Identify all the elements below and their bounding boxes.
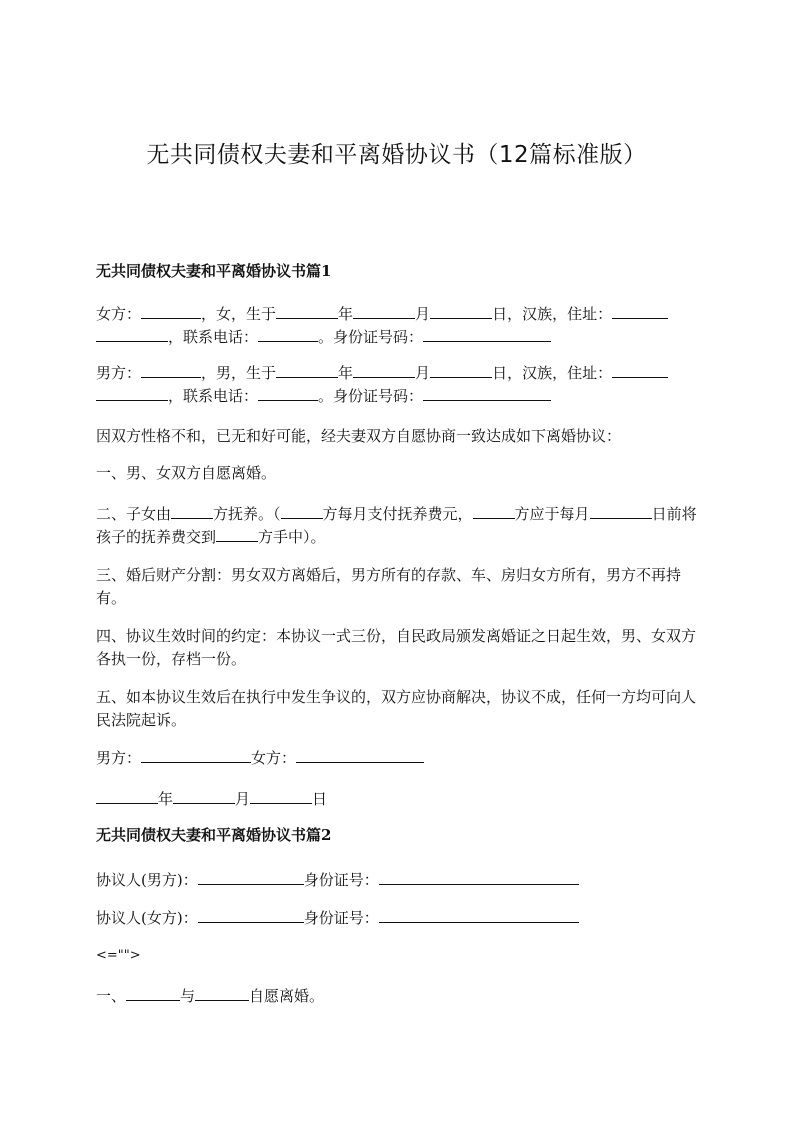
blank-line	[379, 908, 579, 923]
text-run: 协议人(女方)：	[96, 909, 198, 927]
blank-line	[473, 504, 515, 519]
stray-markup-text: <="">	[96, 948, 141, 963]
text-run: 身份证号：	[303, 909, 379, 927]
document-title: 无共同债权夫妻和平离婚协议书（12篇标准版）	[146, 142, 647, 168]
blank-line	[353, 363, 415, 378]
blank-line	[590, 504, 652, 519]
text-run: 一、	[96, 987, 127, 1005]
section-heading-2: 无共同债权夫妻和平离婚协议书篇2	[96, 826, 332, 844]
blank-line	[612, 363, 668, 378]
text-run: 身份证号：	[303, 871, 379, 889]
text-run: 与	[180, 987, 196, 1005]
text-run: 年	[338, 364, 354, 382]
wife-info-paragraph	[96, 303, 698, 349]
blank-line	[612, 304, 668, 319]
blank-line	[258, 327, 318, 342]
text-run: 日，汉族，住址：	[492, 364, 613, 382]
blank-line	[96, 386, 168, 401]
text-run: 方应于每月	[514, 505, 590, 523]
party-female-line	[96, 907, 698, 930]
blank-line	[423, 327, 551, 342]
clause-3: 三、婚后财产分割：男女双方离婚后，男方所有的存款、车、房归女方所有，男方不再持有。	[96, 566, 682, 607]
blank-line	[258, 386, 318, 401]
text-run: 方每月支付抚养费元，	[322, 505, 473, 523]
blank-line	[141, 363, 201, 378]
text-run: 协议人(男方)：	[96, 871, 198, 889]
clause-5: 五、如本协议生效后在执行中发生争议的，双方应协商解决，协议不成，任何一方均可向人民法院起诉。	[96, 688, 697, 729]
sec2-clause-1	[96, 985, 698, 1008]
text-run: 日前将孩子的抚养费交到	[96, 505, 697, 546]
blank-line	[379, 870, 579, 885]
clause-4: 四、协议生效时间的约定：本协议一式三份，自民政局颁发离婚证之日起生效，男、女双方各执一份，存档一份。	[96, 627, 697, 668]
blank-line	[276, 304, 338, 319]
blank-line	[173, 789, 235, 804]
text-run: 二、子女由	[96, 505, 172, 523]
blank-line	[296, 748, 424, 763]
text-run: 男方：	[96, 364, 142, 382]
text-run: 年	[158, 790, 174, 808]
blank-line	[198, 908, 304, 923]
text-run: 日，汉族，住址：	[492, 305, 613, 323]
text-run: 方手中）。	[258, 528, 326, 546]
blank-line	[195, 986, 249, 1001]
blank-line	[96, 789, 158, 804]
blank-line	[281, 504, 323, 519]
blank-line	[250, 789, 312, 804]
blank-line	[171, 504, 213, 519]
text-run: ，联系电话：	[168, 328, 259, 346]
text-run: 男方：	[96, 749, 142, 767]
blank-line	[276, 363, 338, 378]
blank-line	[353, 304, 415, 319]
text-run: 月	[415, 305, 431, 323]
text-run: 。身份证号码：	[318, 328, 424, 346]
text-run: 日	[312, 790, 328, 808]
blank-line	[198, 870, 304, 885]
date-line	[96, 788, 698, 811]
blank-line	[141, 748, 251, 763]
blank-line	[126, 986, 180, 1001]
blank-line	[423, 386, 551, 401]
party-male-line	[96, 869, 698, 892]
text-run: ，男，生于	[201, 364, 277, 382]
text-run: 。身份证号码：	[318, 387, 424, 405]
intro-paragraph: 因双方性格不和，已无和好可能，经夫妻双方自愿协商一致达成如下离婚协议：	[96, 427, 622, 445]
clause-2	[96, 503, 698, 549]
clause-1: 一、男、女双方自愿离婚。	[96, 464, 277, 482]
blank-line	[96, 327, 168, 342]
text-run: 月	[235, 790, 251, 808]
blank-line	[141, 304, 201, 319]
blank-line	[216, 527, 258, 542]
blank-line	[430, 304, 492, 319]
text-run: ，联系电话：	[168, 387, 259, 405]
text-run: ，女，生于	[201, 305, 277, 323]
husband-info-paragraph	[96, 362, 698, 408]
text-run: 女方：	[96, 305, 142, 323]
text-run: 年	[338, 305, 354, 323]
text-run: 月	[415, 364, 431, 382]
signature-line	[96, 747, 698, 770]
text-run: 女方：	[251, 749, 297, 767]
text-run: 方抚养。（	[213, 505, 281, 523]
blank-line	[430, 363, 492, 378]
section-heading-1: 无共同债权夫妻和平离婚协议书篇1	[96, 262, 332, 280]
text-run: 自愿离婚。	[249, 987, 325, 1005]
